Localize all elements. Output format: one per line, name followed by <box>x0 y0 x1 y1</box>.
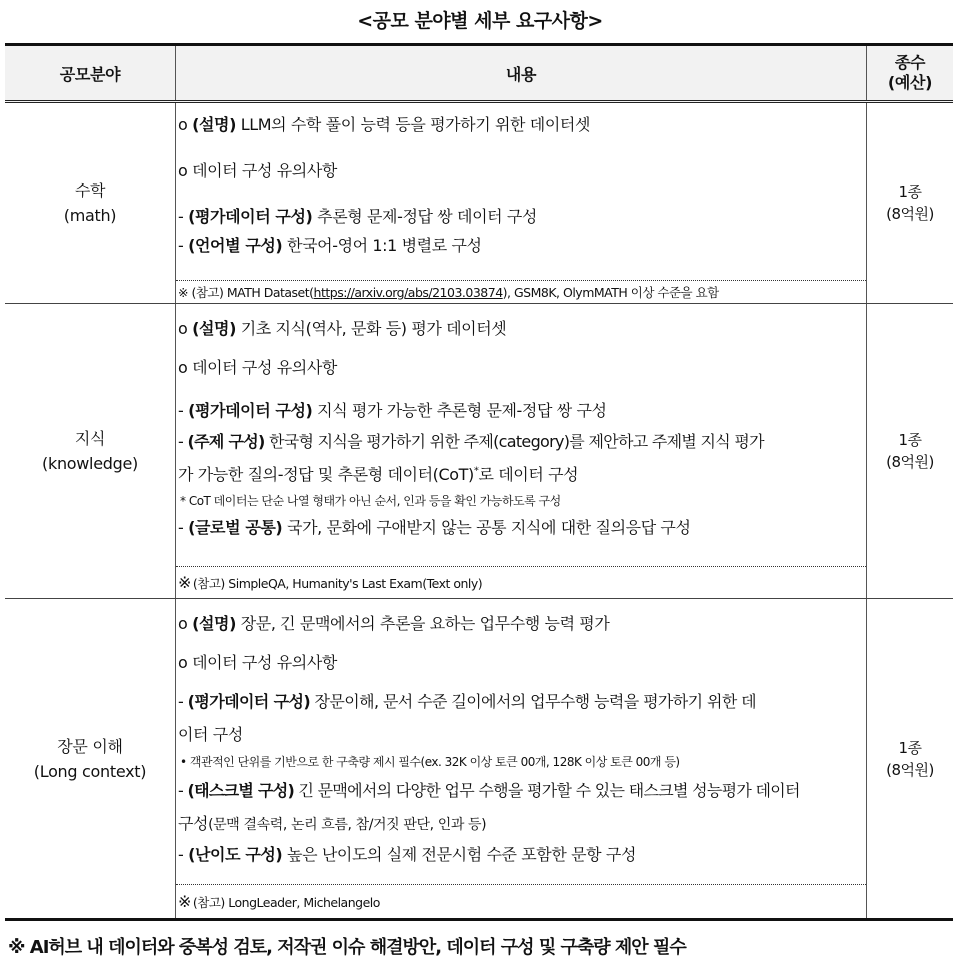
category-cell <box>5 304 175 598</box>
requirements-table <box>5 43 953 921</box>
table-row-knowledge <box>5 304 953 599</box>
description-line: o (설명) LLM의 수학 풀이 능력 등을 평가하기 위한 데이터셋 <box>178 115 591 134</box>
budget-count: 1종 <box>898 431 922 449</box>
category-name: 장문 이해 <box>57 736 123 756</box>
table-header <box>5 46 953 103</box>
category-english: (Long context) <box>33 761 147 781</box>
category-english: (knowledge) <box>42 454 138 473</box>
budget-cell <box>867 599 953 918</box>
category-name: 수학 <box>74 181 106 200</box>
budget-cell <box>867 304 953 598</box>
list-item-continuation: 이터 구성 <box>178 725 243 744</box>
footnote: • 객관적인 단위를 기반으로 한 구축량 제시 필수(ex. 32K 이상 토큰 00개, 128K 이상 토큰 00개 등) <box>180 755 680 769</box>
header-budget <box>867 46 953 100</box>
reference-link[interactable]: https://arxiv.org/abs/2103.03874 <box>313 284 503 300</box>
budget-amount: (8억원) <box>886 760 934 779</box>
budget-cell <box>867 103 953 303</box>
footer-note: ※ AI허브 내 데이터와 중복성 검토, 저작권 이슈 해결방안, 데이터 구성 및 구축량 제안 필수 <box>8 937 686 958</box>
list-item: - (태스크별 구성) 긴 문맥에서의 다양한 업무 수행을 평가할 수 있는 태스크별 성능평가 데이터 <box>178 781 800 800</box>
budget-amount: (8억원) <box>886 453 934 471</box>
category-english: (math) <box>63 206 117 225</box>
notes-header: o 데이터 구성 유의사항 <box>178 358 337 377</box>
description-line: o (설명) 장문, 긴 문맥에서의 추론을 요하는 업무수행 능력 평가 <box>178 614 610 633</box>
footnote: * CoT 데이터는 단순 나열 형태가 아닌 순서, 인과 등을 확인 가능하도록 구성 <box>180 494 561 508</box>
reference-note: ※ (참고) MATH Dataset( https://arxiv.org/abs/2103.03874 ), GSM8K, OlymMATH 이상 수준을 요함 <box>176 280 866 303</box>
notes-header: o 데이터 구성 유의사항 <box>178 161 337 180</box>
category-cell <box>5 103 175 303</box>
list-item: - (평가데이터 구성) 추론형 문제-정답 쌍 데이터 구성 <box>178 207 537 226</box>
list-item-continuation: 가 가능한 질의-정답 및 추론형 데이터(CoT)*로 데이터 구성 <box>178 465 579 484</box>
notes-header: o 데이터 구성 유의사항 <box>178 653 337 672</box>
header-budget-line1: 종수 <box>894 53 926 72</box>
description-line: o (설명) 기초 지식(역사, 문화 등) 평가 데이터셋 <box>178 319 507 338</box>
page-title: <공모 분야별 세부 요구사항> <box>357 10 603 32</box>
category-name: 지식 <box>74 429 106 448</box>
header-content: 내용 <box>175 46 867 100</box>
list-item: - (평가데이터 구성) 장문이해, 문서 수준 길이에서의 업무수행 능력을 평가하기 위한 데 <box>178 692 757 711</box>
category-cell <box>5 599 175 918</box>
table-row-long-context <box>5 599 953 918</box>
content-cell <box>175 304 867 598</box>
list-item: - (평가데이터 구성) 지식 평가 가능한 추론형 문제-정답 쌍 구성 <box>178 401 607 420</box>
list-item: - (글로벌 공통) 국가, 문화에 구애받지 않는 공통 지식에 대한 질의응답 구성 <box>178 518 691 537</box>
budget-amount: (8억원) <box>886 205 934 223</box>
list-item: - (주제 구성) 한국형 지식을 평가하기 위한 주제(category)를 제안하고 주제별 지식 평가 <box>178 432 764 451</box>
content-cell <box>175 599 867 918</box>
table-row-math <box>5 103 953 304</box>
list-item-continuation: 구성(문맥 결속력, 논리 흐름, 참/거짓 판단, 인과 등) <box>178 814 487 833</box>
budget-count: 1종 <box>898 183 922 201</box>
reference-note: ※ (참고) LongLeader, Michelangelo <box>176 884 866 918</box>
list-item: - (언어별 구성) 한국어-영어 1:1 병렬로 구성 <box>178 236 482 255</box>
list-item: - (난이도 구성) 높은 난이도의 실제 전문시험 수준 포함한 문항 구성 <box>178 845 637 864</box>
budget-count: 1종 <box>898 738 922 757</box>
header-category: 공모분야 <box>59 64 121 84</box>
header-budget-line2: (예산) <box>887 73 933 92</box>
content-cell <box>175 103 867 303</box>
reference-note: ※ (참고) SimpleQA, Humanity's Last Exam(Text only) <box>176 566 866 598</box>
